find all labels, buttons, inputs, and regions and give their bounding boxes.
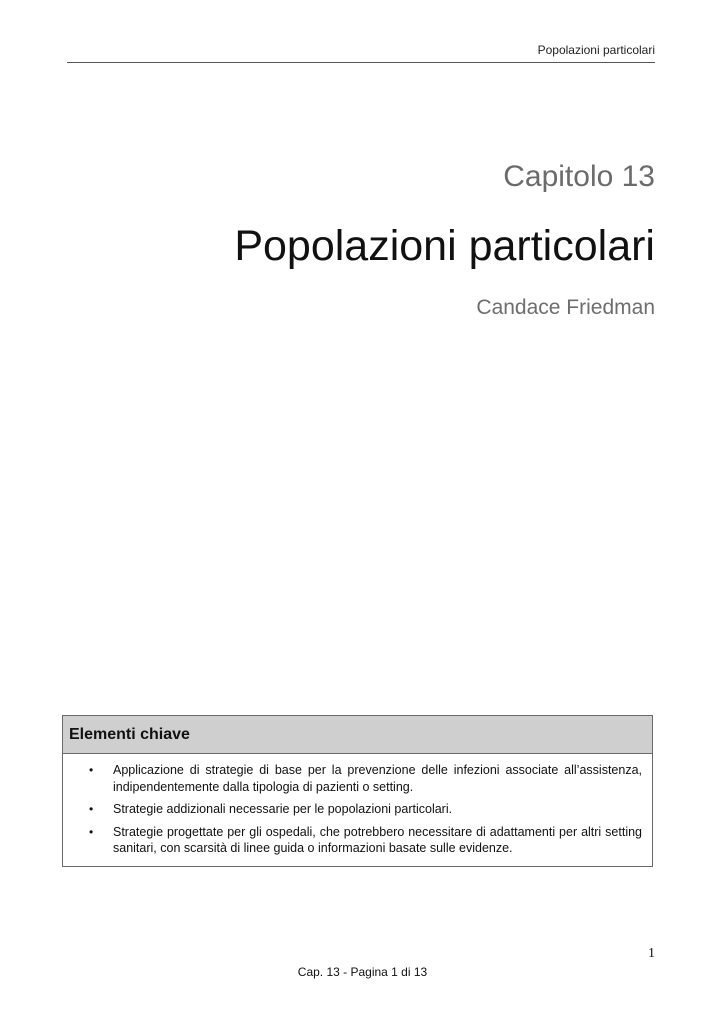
chapter-author: Candace Friedman — [476, 296, 655, 319]
list-item — [89, 762, 642, 795]
list-item — [89, 801, 642, 818]
key-points-list — [63, 754, 652, 857]
list-item-text: Applicazione di strategie di base per la prevenzione delle infezioni associate all’assistenza, indipendentemente dalla tipologia di pazienti o setting. — [113, 763, 642, 794]
header-divider — [67, 62, 655, 63]
running-header: Popolazioni particolari — [537, 43, 655, 57]
chapter-title: Popolazioni particolari — [234, 222, 655, 270]
page-number: 1 — [648, 946, 655, 961]
bullet-icon: • — [89, 802, 94, 816]
page-footer: Cap. 13 - Pagina 1 di 13 — [297, 965, 428, 979]
list-item — [89, 824, 642, 857]
key-points-box — [62, 715, 653, 867]
key-points-heading: Elementi chiave — [63, 716, 652, 754]
list-item-text: Strategie addizionali necessarie per le popolazioni particolari. — [113, 802, 453, 816]
bullet-icon: • — [89, 824, 94, 839]
list-item-text: Strategie progettate per gli ospedali, che potrebbero necessitare di adattamenti per altri setting sanitari, con scarsità di linee guida o informazioni basate sulle evidenze. — [113, 824, 642, 855]
bullet-icon: • — [89, 763, 94, 777]
chapter-number: Capitolo 13 — [503, 160, 655, 193]
